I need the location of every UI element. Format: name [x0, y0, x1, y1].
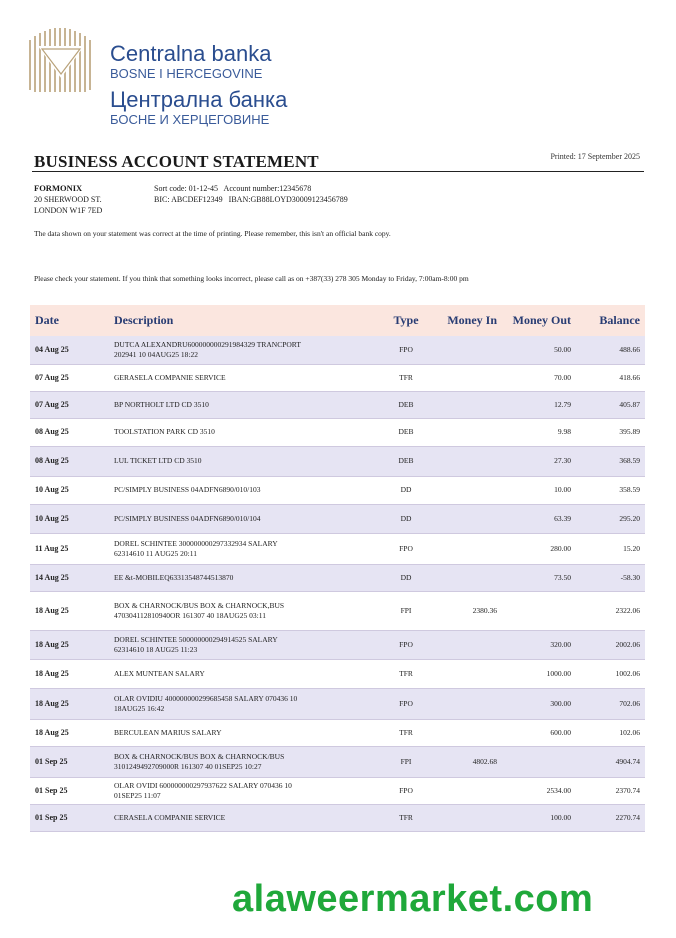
cell-description: [110, 630, 378, 659]
watermark: alaweermarket.com: [232, 878, 594, 920]
bank-logo-icon: [28, 26, 96, 94]
cell-money-out: 10.00: [554, 485, 571, 494]
description-line-1: OLAR OVIDIU 400000000299685458 SALARY 070436 10: [114, 693, 298, 703]
description-line-1: TOOLSTATION PARK CD 3510: [114, 427, 215, 436]
cell-date: 18 Aug 25: [35, 605, 69, 615]
table-header-row: [30, 305, 645, 336]
header-type: Type: [393, 313, 419, 327]
bank-name-cyrillic: Централна банка: [110, 87, 288, 112]
cell-date: 18 Aug 25: [35, 727, 69, 737]
cell-description: [110, 564, 378, 591]
cell-description: [110, 446, 378, 476]
transactions-table: [30, 305, 645, 832]
address-line-1: 20 SHERWOOD ST.: [34, 195, 102, 204]
description-line-1: DOREL SCHINTEE 300000000297332934 SALARY: [114, 538, 278, 548]
cell-balance: 405.87: [619, 399, 640, 409]
table-row: [30, 630, 645, 659]
cell-money-in: [434, 804, 502, 831]
description-line-2: 62314610 11 AUG25 20:11: [114, 548, 197, 558]
cell-type: DD: [400, 485, 412, 494]
description-line-1: ALEX MUNTEAN SALARY: [114, 668, 205, 678]
cell-money-in: [434, 564, 502, 591]
cell-description: [110, 719, 378, 746]
table-row: [30, 391, 645, 418]
cell-date: 04 Aug 25: [35, 344, 69, 354]
description-line-1: CERASELA COMPANIE SERVICE: [114, 812, 226, 822]
table-row: [30, 688, 645, 719]
cell-money-out: 9.98: [557, 427, 571, 436]
cell-money-out: 600.00: [550, 727, 571, 737]
cell-description: [110, 504, 378, 533]
cell-type: DEB: [398, 399, 414, 409]
cell-description: [110, 804, 378, 831]
cell-type: FPO: [399, 344, 413, 354]
description-line-1: LUL TICKET LTD CD 3510: [114, 456, 202, 465]
header-money-in: Money In: [447, 313, 497, 327]
cell-date: 14 Aug 25: [35, 572, 69, 582]
accuracy-notice: The data shown on your statement was correct at the time of printing. Please remember, this isn't an official bank copy.: [34, 229, 391, 238]
cell-money-out: [502, 591, 576, 630]
cell-date: 01 Sep 25: [35, 812, 68, 822]
cell-type: DD: [400, 572, 412, 582]
cell-type: FPO: [399, 698, 413, 708]
description-line-1: DOREL SCHINTEE 500000000294914525 SALARY: [114, 634, 278, 644]
cell-money-out: 63.39: [554, 513, 571, 523]
header-date: Date: [35, 313, 59, 327]
cell-money-in: [434, 391, 502, 418]
description-line-2: 3101249492709000R 161307 40 01SEP25 10:27: [114, 761, 262, 771]
description-line-2: 18AUG25 16:42: [114, 703, 165, 713]
cell-type: DEB: [398, 427, 414, 436]
table-row: [30, 336, 645, 364]
cell-money-out: 100.00: [550, 812, 571, 822]
description-line-1: OLAR OVIDI 600000000297937622 SALARY 070436 10: [114, 780, 292, 790]
cell-balance: 102.06: [619, 727, 640, 737]
cell-money-in: 4802.68: [472, 756, 497, 766]
cell-money-in: [434, 688, 502, 719]
cell-money-out: 320.00: [550, 639, 571, 649]
bank-header: [110, 42, 287, 128]
cell-money-in: [434, 719, 502, 746]
table-row: [30, 591, 645, 630]
cell-description: [110, 688, 378, 719]
cell-date: 10 Aug 25: [35, 513, 69, 523]
table-row: [30, 719, 645, 746]
cell-balance: 488.66: [619, 344, 640, 354]
printed-date: Printed: 17 September 2025: [550, 152, 640, 161]
bank-name-latin: Centralna banka: [110, 41, 272, 66]
description-line-1: BP NORTHOLT LTD CD 3510: [114, 399, 209, 409]
cell-date: 08 Aug 25: [35, 456, 69, 465]
cell-type: TFR: [399, 668, 413, 678]
bank-sub-latin: BOSNE I HERCEGOVINE: [110, 66, 263, 81]
cell-money-out: [502, 746, 576, 777]
cell-description: [110, 746, 378, 777]
account-codes: [154, 183, 348, 205]
bank-sub-cyrillic: БОСНЕ И ХЕРЦЕГОВИНЕ: [110, 112, 270, 127]
cell-money-out: 12.79: [554, 399, 571, 409]
cell-type: FPI: [400, 756, 412, 766]
cell-description: [110, 391, 378, 418]
contact-notice: Please check your statement. If you think that something looks incorrect, please call as on +387(33) 278 305 Monday to Friday, 7:00am-8:00 pm: [34, 274, 469, 283]
cell-date: 01 Sep 25: [35, 756, 68, 766]
cell-money-in: [434, 336, 502, 364]
cell-date: 18 Aug 25: [35, 698, 69, 708]
cell-balance: 1002.06: [615, 668, 640, 678]
cell-money-out: 1000.00: [546, 668, 571, 678]
title-divider: [32, 171, 644, 172]
cell-balance: 702.06: [619, 698, 640, 708]
cell-description: [110, 418, 378, 446]
company-name: FORMONIX: [34, 183, 83, 193]
cell-money-in: [434, 418, 502, 446]
cell-description: [110, 591, 378, 630]
table-row: [30, 804, 645, 831]
table-row: [30, 364, 645, 391]
cell-money-in: [434, 630, 502, 659]
cell-type: DEB: [398, 456, 414, 465]
cell-balance: 4904.74: [615, 756, 640, 766]
sort-code-account-number: Sort code: 01-12-45 Account number:12345678: [154, 184, 312, 193]
table-row: [30, 564, 645, 591]
cell-description: [110, 777, 378, 804]
description-line-1: GERASELA COMPANIE SERVICE: [114, 372, 226, 382]
cell-money-in: [434, 364, 502, 391]
cell-type: TFR: [399, 727, 413, 737]
cell-description: [110, 476, 378, 504]
description-line-1: BOX & CHARNOCK/BUS BOX & CHARNOCK,BUS: [114, 600, 285, 610]
cell-money-in: [434, 504, 502, 533]
cell-type: FPO: [399, 785, 413, 795]
table-row: [30, 418, 645, 446]
cell-money-out: 73.50: [554, 572, 571, 582]
cell-money-out: 50.00: [554, 344, 571, 354]
cell-money-in: [434, 446, 502, 476]
description-line-1: BERCULEAN MARIUS SALARY: [114, 727, 222, 737]
cell-balance: 2370.74: [615, 785, 640, 795]
cell-description: [110, 364, 378, 391]
cell-money-out: 2534.00: [546, 785, 571, 795]
statement-title: BUSINESS ACCOUNT STATEMENT: [34, 152, 319, 171]
cell-balance: 2270.74: [615, 812, 640, 822]
cell-date: 10 Aug 25: [35, 485, 69, 494]
table-row: [30, 476, 645, 504]
bic-iban: BIC: ABCDEF12349 IBAN:GB88LOYD30009123456789: [154, 195, 348, 204]
cell-type: FPI: [400, 605, 412, 615]
cell-balance: 418.66: [619, 372, 640, 382]
cell-description: [110, 533, 378, 564]
description-line-1: DUTCA ALEXANDRU600000000291984329 TRANCPORT: [114, 339, 301, 349]
cell-balance: 358.59: [619, 485, 640, 494]
table-row: [30, 746, 645, 777]
cell-money-out: 70.00: [554, 372, 571, 382]
address-line-2: LONDON W1F 7ED: [34, 206, 103, 215]
cell-money-out: 27.30: [554, 456, 571, 465]
cell-balance: 15.20: [623, 543, 640, 553]
cell-type: DD: [400, 513, 412, 523]
cell-balance: 368.59: [619, 456, 640, 465]
cell-type: FPO: [399, 639, 413, 649]
cell-description: [110, 336, 378, 364]
description-line-2: 01SEP25 11:07: [114, 790, 161, 800]
cell-money-in: [434, 659, 502, 688]
table-row: [30, 659, 645, 688]
header-balance: Balance: [599, 313, 640, 327]
description-line-1: PC/SIMPLY BUSINESS 04ADFN6890/010/104: [114, 513, 261, 523]
cell-money-in: [434, 533, 502, 564]
cell-money-in: [434, 777, 502, 804]
cell-date: 07 Aug 25: [35, 372, 69, 382]
table-row: [30, 533, 645, 564]
table-row: [30, 504, 645, 533]
description-line-1: EE &t-MOBILEQ63313548744513870: [114, 572, 234, 582]
cell-date: 07 Aug 25: [35, 399, 69, 409]
cell-date: 18 Aug 25: [35, 639, 69, 649]
cell-balance: 2002.06: [615, 639, 640, 649]
table-row: [30, 446, 645, 476]
cell-balance: -58.30: [620, 572, 640, 582]
cell-date: 11 Aug 25: [35, 543, 69, 553]
cell-money-out: 280.00: [550, 543, 571, 553]
cell-balance: 2322.06: [615, 605, 640, 615]
cell-type: TFR: [399, 812, 413, 822]
description-line-2: 62314610 18 AUG25 11:23: [114, 644, 198, 654]
cell-money-in: 2380.36: [472, 605, 497, 615]
cell-balance: 395.89: [619, 427, 640, 436]
cell-balance: 295.20: [619, 513, 640, 523]
cell-type: TFR: [399, 372, 413, 382]
cell-money-out: 300.00: [550, 698, 571, 708]
cell-date: 08 Aug 25: [35, 427, 69, 436]
description-line-2: 202941 10 04AUG25 18:22: [114, 349, 198, 359]
account-holder: [34, 183, 102, 216]
header-description: Description: [114, 313, 174, 327]
cell-date: 18 Aug 25: [35, 668, 69, 678]
description-line-1: PC/SIMPLY BUSINESS 04ADFN6890/010/103: [114, 485, 261, 494]
table-row: [30, 777, 645, 804]
description-line-2: 470304112810940OR 161307 40 18AUG25 03:11: [114, 610, 266, 620]
cell-type: FPO: [399, 543, 413, 553]
cell-date: 01 Sep 25: [35, 785, 68, 795]
cell-description: [110, 659, 378, 688]
description-line-1: BOX & CHARNOCK/BUS BOX & CHARNOCK/BUS: [114, 751, 285, 761]
header-money-out: Money Out: [512, 313, 571, 327]
cell-money-in: [434, 476, 502, 504]
